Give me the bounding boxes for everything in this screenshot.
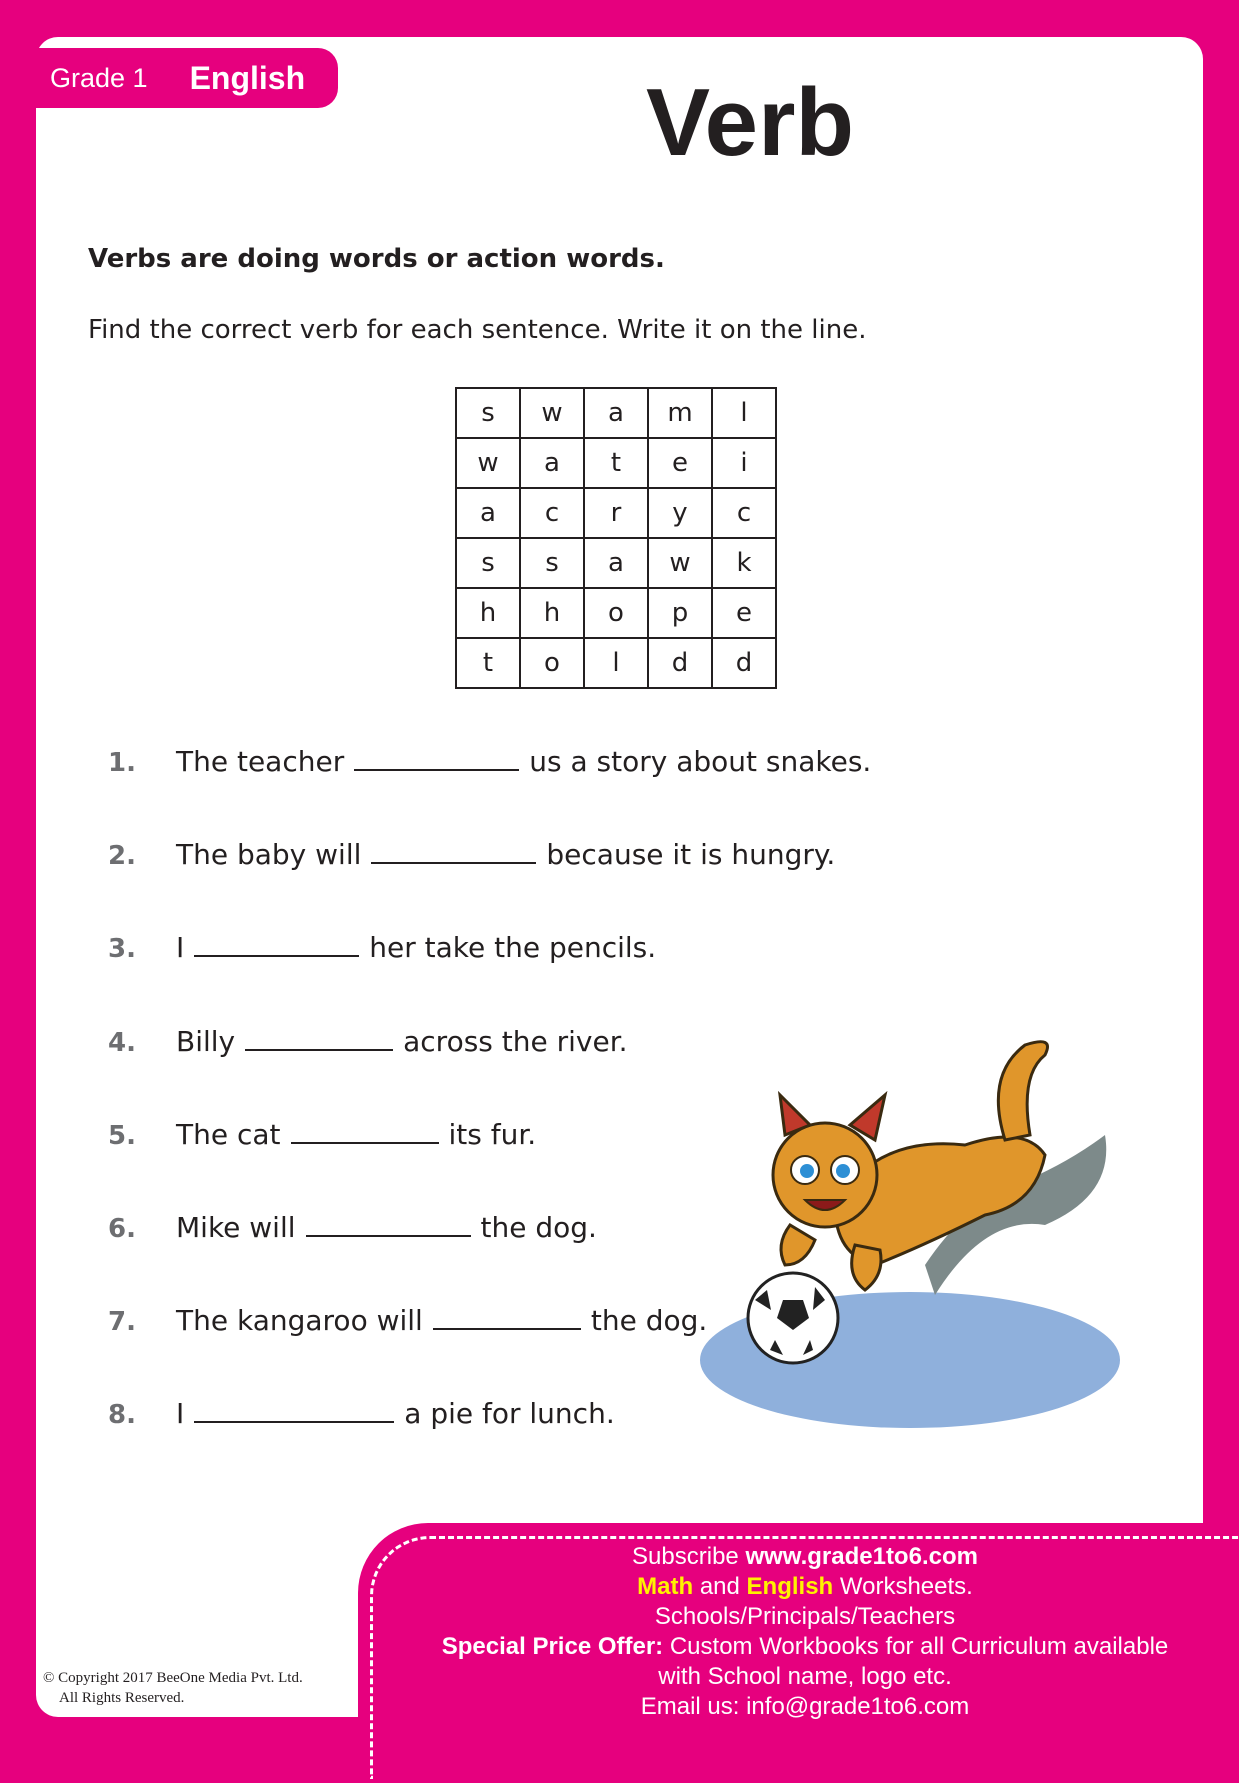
footer-text bbox=[375, 1542, 1235, 1722]
question-text-after: the dog. bbox=[590, 1304, 708, 1337]
question-text-after: her take the pencils. bbox=[369, 931, 657, 964]
english-label: English bbox=[746, 1573, 834, 1600]
grid-cell: d bbox=[648, 638, 712, 688]
grid-cell: a bbox=[584, 538, 648, 588]
question-item bbox=[108, 1395, 615, 1430]
worksheet-page bbox=[36, 37, 1203, 1717]
question-text-before: The kangaroo will bbox=[176, 1304, 423, 1337]
answer-blank[interactable] bbox=[291, 1116, 439, 1144]
and-label: and bbox=[699, 1573, 740, 1600]
grid-row bbox=[456, 438, 776, 488]
grid-cell: o bbox=[584, 588, 648, 638]
question-number: 8. bbox=[108, 1400, 136, 1430]
question-text-after: because it is hungry. bbox=[546, 838, 836, 871]
subject-label: English bbox=[189, 59, 306, 96]
question-text-after: the dog. bbox=[480, 1211, 597, 1244]
word-search-grid bbox=[455, 387, 777, 689]
email-text[interactable]: Email us: info@grade1to6.com bbox=[640, 1693, 970, 1720]
cat-pupil-left bbox=[800, 1164, 814, 1178]
question-number: 5. bbox=[108, 1121, 136, 1151]
question-number: 6. bbox=[108, 1214, 136, 1244]
grid-cell: h bbox=[456, 588, 520, 638]
grid-cell: s bbox=[520, 538, 584, 588]
grid-row bbox=[456, 638, 776, 688]
grid-cell: s bbox=[456, 388, 520, 438]
question-text-after: a pie for lunch. bbox=[404, 1397, 615, 1430]
grid-cell: h bbox=[520, 588, 584, 638]
question-item bbox=[108, 929, 656, 964]
grid-cell: m bbox=[648, 388, 712, 438]
offer-text: Custom Workbooks for all Curriculum available bbox=[669, 1633, 1169, 1660]
cat-head bbox=[773, 1123, 877, 1227]
answer-blank[interactable] bbox=[354, 743, 519, 771]
question-number: 3. bbox=[108, 934, 136, 964]
question-text-after: across the river. bbox=[403, 1025, 628, 1058]
question-text-before: Mike will bbox=[176, 1211, 296, 1244]
answer-blank[interactable] bbox=[194, 1395, 394, 1423]
grid-cell: o bbox=[520, 638, 584, 688]
grid-cell: c bbox=[520, 488, 584, 538]
question-number: 4. bbox=[108, 1028, 136, 1058]
answer-blank[interactable] bbox=[245, 1023, 393, 1051]
question-item bbox=[108, 1302, 707, 1337]
answer-blank[interactable] bbox=[194, 929, 359, 957]
question-item bbox=[108, 1023, 628, 1058]
copyright-line-2: All Rights Reserved. bbox=[59, 1690, 185, 1706]
grid-cell: w bbox=[456, 438, 520, 488]
grid-cell: a bbox=[520, 438, 584, 488]
audience-text: Schools/Principals/Teachers bbox=[654, 1603, 956, 1630]
intro-text: Verbs are doing words or action words. bbox=[88, 244, 665, 274]
worksheets-label: Worksheets. bbox=[839, 1573, 973, 1600]
question-item bbox=[108, 836, 835, 871]
cat-tail bbox=[998, 1042, 1047, 1140]
grid-cell: e bbox=[712, 588, 776, 638]
grid-cell: p bbox=[648, 588, 712, 638]
grid-cell: w bbox=[520, 388, 584, 438]
question-item bbox=[108, 1116, 536, 1151]
question-text-after: its fur. bbox=[448, 1118, 537, 1151]
grid-cell: y bbox=[648, 488, 712, 538]
question-item bbox=[108, 1209, 597, 1244]
question-text-before: Billy bbox=[176, 1025, 236, 1058]
question-number: 1. bbox=[108, 748, 136, 778]
grid-row bbox=[456, 588, 776, 638]
grid-cell: t bbox=[456, 638, 520, 688]
answer-blank[interactable] bbox=[371, 836, 536, 864]
grid-cell: a bbox=[456, 488, 520, 538]
answer-blank[interactable] bbox=[306, 1209, 471, 1237]
grid-row bbox=[456, 538, 776, 588]
question-text-before: The baby will bbox=[176, 838, 362, 871]
cat-pupil-right bbox=[836, 1164, 850, 1178]
grid-row bbox=[456, 488, 776, 538]
site-link[interactable]: www.grade1to6.com bbox=[745, 1543, 978, 1570]
question-text-before: The cat bbox=[176, 1118, 281, 1151]
cat-paw-right bbox=[852, 1245, 881, 1290]
question-number: 2. bbox=[108, 841, 136, 871]
grid-cell: l bbox=[712, 388, 776, 438]
grid-cell: d bbox=[712, 638, 776, 688]
grid-cell: l bbox=[584, 638, 648, 688]
grade-label: Grade 1 bbox=[50, 62, 148, 93]
offer-text-2: with School name, logo etc. bbox=[658, 1663, 952, 1690]
answer-blank[interactable] bbox=[433, 1302, 581, 1330]
grid-cell: w bbox=[648, 538, 712, 588]
page-title: Verb bbox=[645, 69, 855, 176]
grid-cell: a bbox=[584, 388, 648, 438]
question-text-before: The teacher bbox=[176, 745, 345, 778]
grid-cell: k bbox=[712, 538, 776, 588]
copyright-line-1: © Copyright 2017 BeeOne Media Pvt. Ltd. bbox=[43, 1670, 303, 1686]
grade-tab bbox=[36, 48, 338, 108]
grid-cell: s bbox=[456, 538, 520, 588]
subscribe-label: Subscribe bbox=[632, 1543, 739, 1570]
cat-playing-ball-illustration bbox=[685, 1015, 1125, 1435]
grid-row bbox=[456, 388, 776, 438]
grid-cell: r bbox=[584, 488, 648, 538]
question-text-after: us a story about snakes. bbox=[529, 745, 872, 778]
math-label: Math bbox=[637, 1573, 694, 1600]
question-text-before: I bbox=[176, 1397, 185, 1430]
cat-paw-left bbox=[781, 1225, 815, 1265]
question-item bbox=[108, 743, 871, 778]
question-number: 7. bbox=[108, 1307, 136, 1337]
copyright bbox=[43, 1668, 303, 1708]
grid-cell: t bbox=[584, 438, 648, 488]
grid-cell: i bbox=[712, 438, 776, 488]
grid-cell: e bbox=[648, 438, 712, 488]
instruction-text: Find the correct verb for each sentence. Write it on the line. bbox=[88, 315, 867, 345]
question-text-before: I bbox=[176, 931, 185, 964]
grid-cell: c bbox=[712, 488, 776, 538]
offer-label: Special Price Offer: bbox=[441, 1633, 664, 1660]
